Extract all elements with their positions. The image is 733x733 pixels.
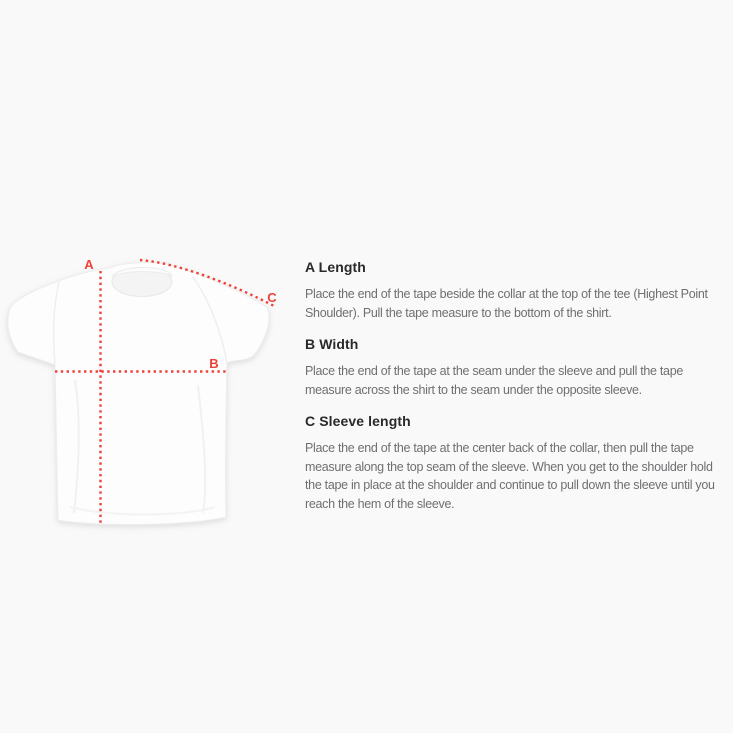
tshirt-shape [8,262,269,524]
tshirt-measurement-diagram [0,245,300,535]
tshirt-diagram-svg [0,245,300,535]
section-body-width: Place the end of the tape at the seam under the sleeve and pull the tape measure across the shirt to the seam under the opposite sleeve. [305,364,683,397]
section-body-sleeve: Place the end of the tape at the center back of the collar, then pull the tape measure along the top seam of the sleeve. When you get to the shoulder hold the tape in place at the shoulder and continue to pull down the sleeve until you reach the hem of the sleeve. [305,441,715,511]
measurement-section-length [305,258,727,322]
section-heading-sleeve: C Sleeve length [305,413,411,429]
measurement-section-sleeve [305,412,727,513]
label-width-b: B [209,356,219,371]
measurement-section-width [305,335,727,399]
label-length-a: A [84,257,94,272]
tshirt-illustration [8,262,269,524]
section-body-length: Place the end of the tape beside the collar at the top of the tee (Highest Point Shoulder). Pull the tape measure to the bottom of the shirt. [305,287,708,320]
label-sleeve-c: C [267,290,277,305]
section-heading-width: B Width [305,336,359,352]
measurement-instructions [305,258,727,513]
section-heading-length: A Length [305,259,366,275]
